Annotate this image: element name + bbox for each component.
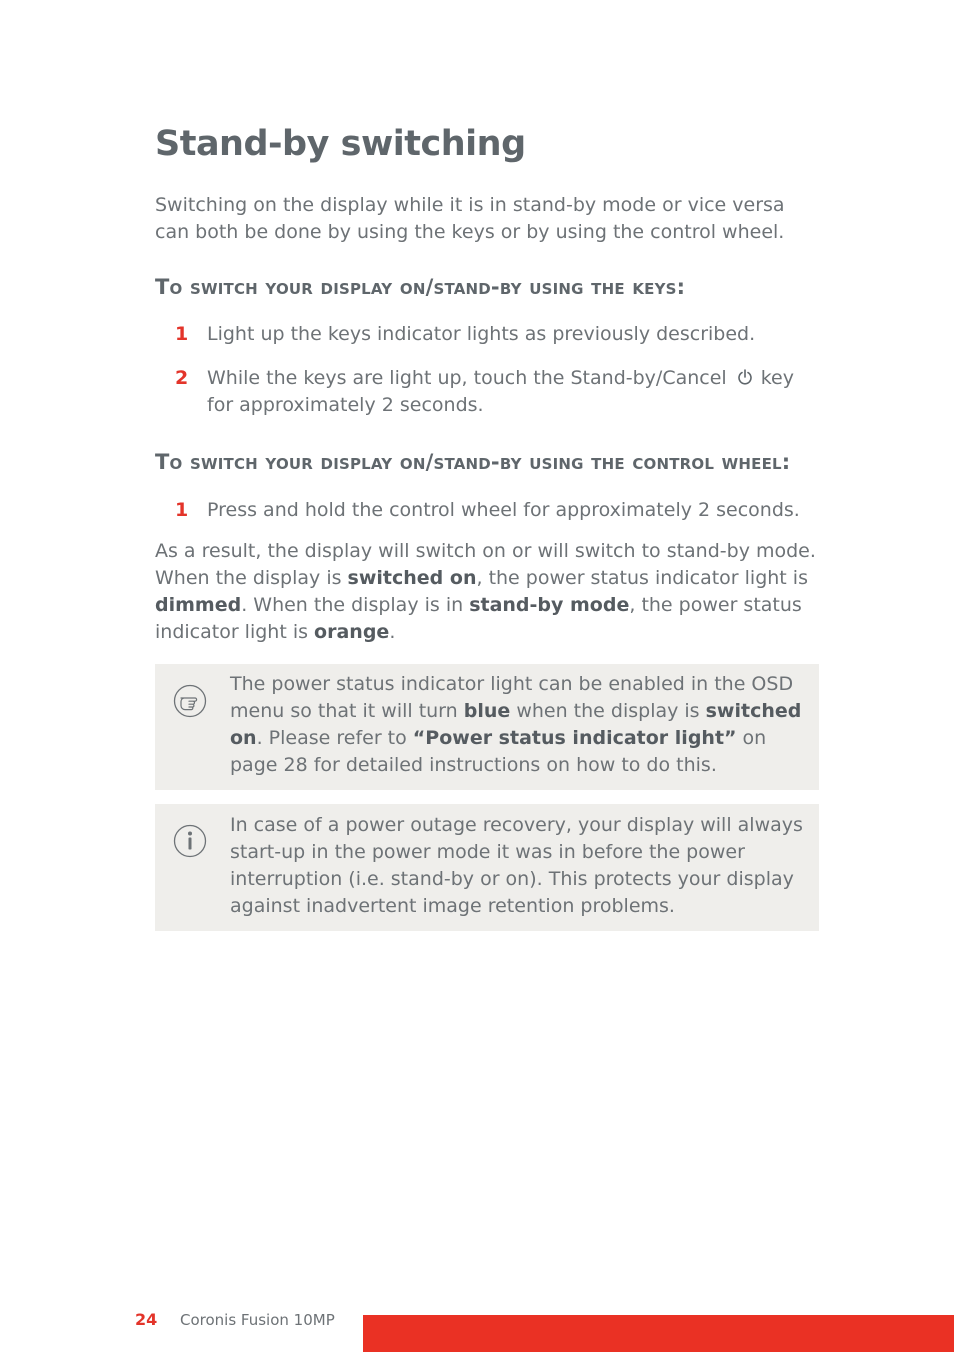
result-paragraph: As a result, the display will switch on or will switch to stand-by mode. When the display is switched on, the power status indicator light is dimmed. When the display is in stand-by mode, the power status indicator light is orange. <box>155 540 816 643</box>
section-heading-wheel: To switch your display on/stand-by using the control wheel: <box>155 450 791 474</box>
footer-accent-bar <box>363 1315 954 1352</box>
step-text-before: While the keys are light up, touch the Stand-by/Cancel <box>207 367 727 389</box>
step-text <box>207 365 819 419</box>
step-text: Press and hold the control wheel for approximately 2 seconds. <box>207 499 800 521</box>
page-number: 24 <box>135 1310 158 1329</box>
step-text: Light up the keys indicator lights as previously described. <box>207 323 756 345</box>
info-icon <box>173 824 207 858</box>
tip-note-box <box>155 664 819 790</box>
power-icon <box>737 369 753 385</box>
emphasis-switched-on: switched on <box>347 567 477 589</box>
step-text-after: key for approximately 2 seconds. <box>207 367 794 416</box>
section-heading-keys: To switch your display on/stand-by using the keys: <box>155 275 686 299</box>
emphasis-blue: blue <box>463 700 511 722</box>
emphasis-orange: orange <box>314 621 390 643</box>
emphasis-standby-mode: stand-by mode <box>469 594 630 616</box>
emphasis-switched-on: switched on <box>230 700 802 749</box>
step-number: 2 <box>175 367 189 389</box>
step-number: 1 <box>175 323 189 345</box>
step-number: 1 <box>175 499 189 521</box>
intro-paragraph: Switching on the display while it is in stand-by mode or vice versa can both be done by using the keys or by using the control wheel. <box>155 194 785 243</box>
info-note-box <box>155 804 819 931</box>
tip-note-text: The power status indicator light can be enabled in the OSD menu so that it will turn blue when the display is switched on. Please refer to “Power status indicator light” on page 28 for detailed instructions on how to do this. <box>230 673 802 776</box>
pointing-hand-icon <box>173 684 207 718</box>
info-note-text: In case of a power outage recovery, your display will always start-up in the power mode it was in before the power interruption (i.e. stand-by or on). This protects your display against inadvertent image retention problems. <box>230 814 803 917</box>
cross-reference-link[interactable]: “Power status indicator light” <box>412 727 737 749</box>
footer-product-name: Coronis Fusion 10MP <box>180 1311 335 1329</box>
page-title: Stand-by switching <box>155 124 526 164</box>
emphasis-dimmed: dimmed <box>155 594 242 616</box>
